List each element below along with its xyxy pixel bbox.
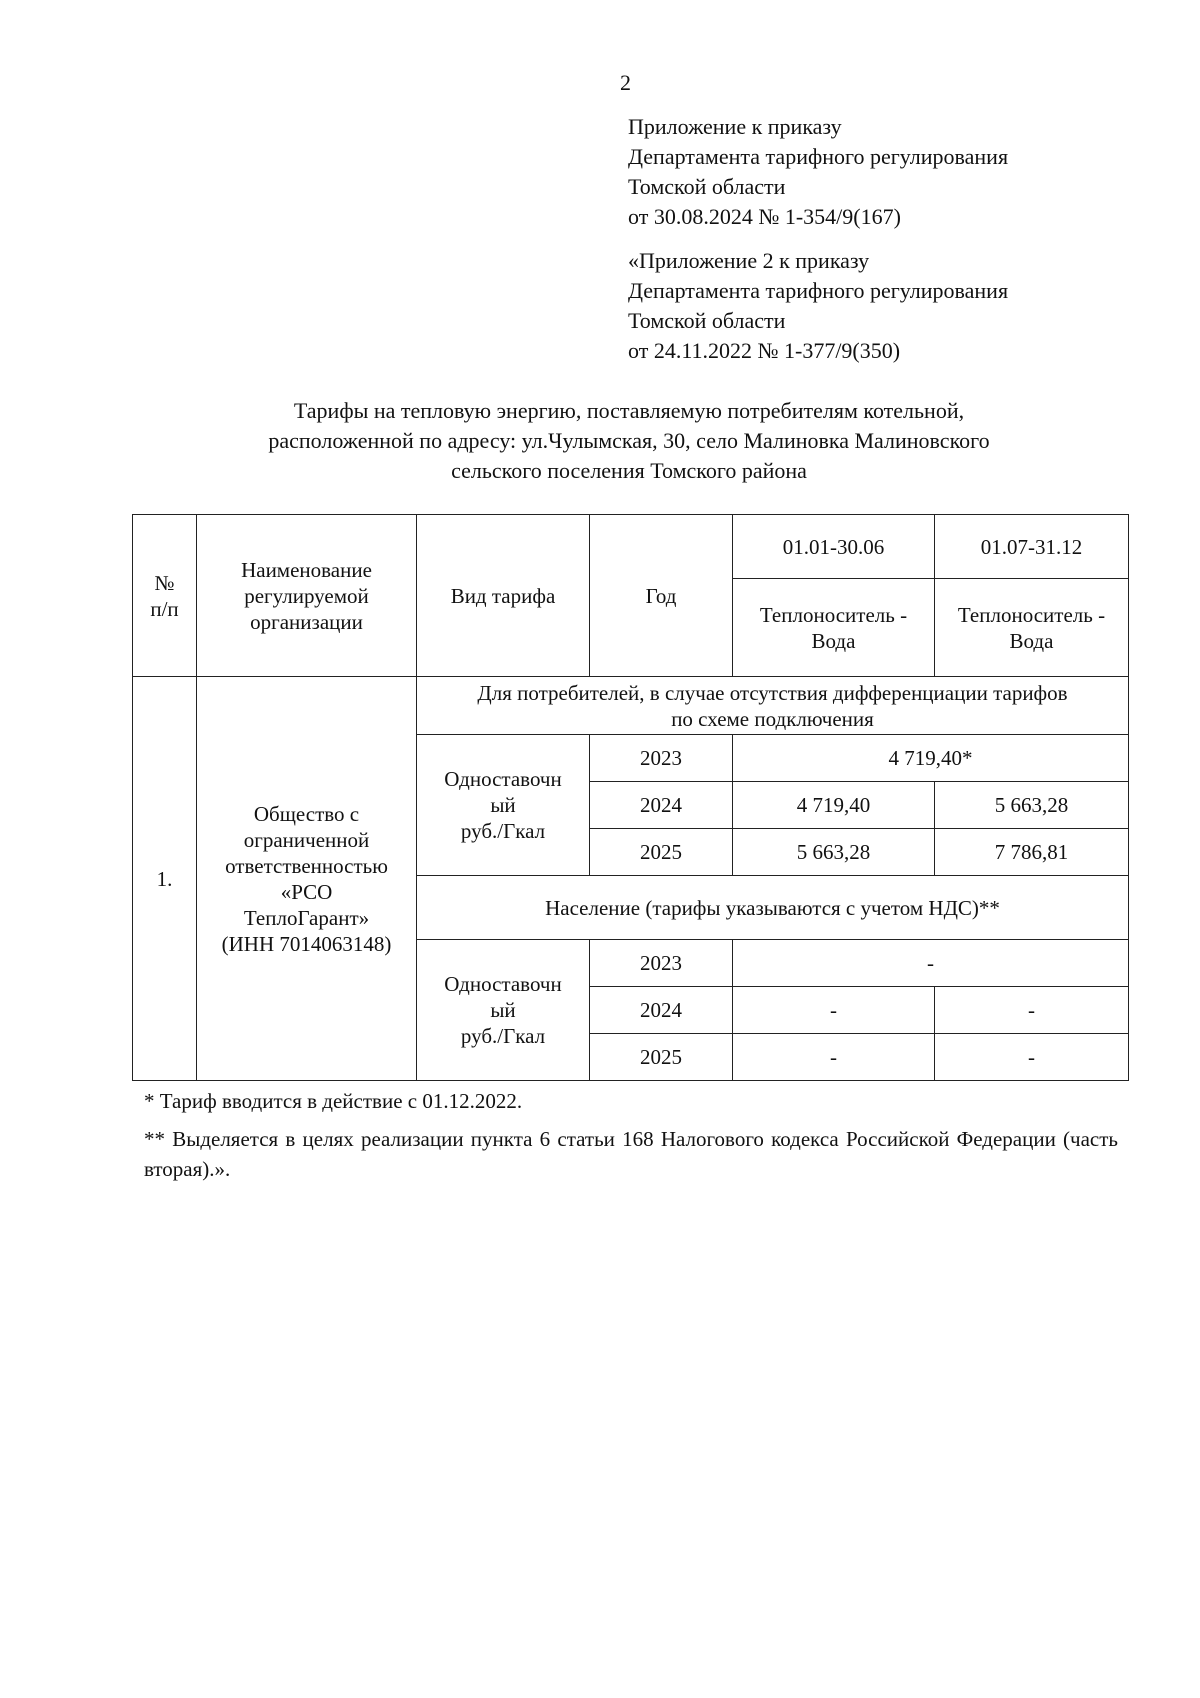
tariff-value-h2: 7 786,81 (935, 829, 1129, 876)
header-organization (197, 515, 417, 677)
org-line: (ИНН 7014063148) (221, 931, 392, 956)
appendix-line: Департамента тарифного регулирования (628, 278, 1009, 303)
tariff-value-merged: 4 719,40* (733, 735, 1129, 782)
year-cell: 2025 (590, 1034, 733, 1081)
org-line: ответственностью (225, 853, 388, 878)
title-line: сельского поселения Томского района (451, 458, 807, 483)
header-num-line: № (154, 570, 175, 595)
tariff-value-h1: - (733, 1034, 935, 1081)
appendix-header-original (628, 246, 1008, 366)
header-org-line: Наименование (241, 557, 372, 582)
org-line: Общество с (253, 801, 360, 826)
appendix-line: от 24.11.2022 № 1-377/9(350) (628, 338, 901, 363)
organization-name (197, 677, 417, 1081)
page-number: 2 (620, 70, 631, 95)
group-label-line: Для потребителей, в случае отсутствия дифференциации тарифов (477, 680, 1068, 705)
group-label-line: по схеме подключения (671, 706, 874, 731)
year-cell: 2023 (590, 735, 733, 782)
header-period-2: 01.07-31.12 (935, 515, 1129, 579)
group-label-row (133, 677, 1129, 735)
org-line: ограниченной (243, 827, 370, 852)
header-carrier-line: Теплоноситель - (759, 602, 908, 627)
title-line: Тарифы на тепловую энергию, поставляемую потребителям котельной, (293, 398, 965, 423)
title-line: расположенной по адресу: ул.Чулымская, 30, село Малиновка Малиновского (268, 428, 990, 453)
footnote-2: ** Выделяется в целях реализации пункта 6 статьи 168 Налогового кодекса Российской Федерации (часть вторая).». (144, 1127, 1118, 1181)
header-org-line: регулируемой (244, 583, 369, 608)
appendix-line: «Приложение 2 к приказу (628, 248, 870, 273)
tariff-type-line: руб./Гкал (460, 819, 546, 843)
tariff-type-line: ый (490, 793, 516, 817)
header-carrier-1 (733, 579, 935, 677)
group-label: Население (тарифы указываются с учетом НДС)** (417, 876, 1129, 940)
document-title (130, 396, 1128, 486)
header-tariff-type: Вид тарифа (417, 515, 590, 677)
year-cell: 2025 (590, 829, 733, 876)
tariff-value-h2: 5 663,28 (935, 782, 1129, 829)
appendix-line: Томской области (628, 174, 786, 199)
group-label (417, 677, 1129, 735)
header-num-line: п/п (150, 596, 179, 621)
header-carrier-line: Вода (1009, 628, 1054, 653)
appendix-line: Приложение к приказу (628, 114, 842, 139)
org-line: «РСО (280, 879, 333, 904)
footnote-1: * Тариф вводится в действие с 01.12.2022. (144, 1089, 523, 1113)
tariff-value-h2: - (935, 987, 1129, 1034)
appendix-line: Томской области (628, 308, 786, 333)
tariff-table (132, 514, 1129, 1081)
tariff-type-line: ый (490, 998, 516, 1022)
appendix-line: Департамента тарифного регулирования (628, 144, 1009, 169)
tariff-type-line: Одноставочн (444, 767, 562, 791)
year-cell: 2023 (590, 940, 733, 987)
org-line: ТеплоГарант» (243, 905, 370, 930)
header-carrier-2 (935, 579, 1129, 677)
year-cell: 2024 (590, 782, 733, 829)
header-year: Год (590, 515, 733, 677)
header-num (133, 515, 197, 677)
tariff-value-merged: - (733, 940, 1129, 987)
tariff-type-line: Одноставочн (444, 972, 562, 996)
appendix-line: от 30.08.2024 № 1-354/9(167) (628, 204, 901, 229)
tariff-type (417, 735, 590, 876)
appendix-header-current (628, 112, 1008, 232)
row-number: 1. (133, 677, 197, 1081)
header-carrier-line: Вода (811, 628, 856, 653)
tariff-value-h2: - (935, 1034, 1129, 1081)
tariff-value-h1: 5 663,28 (733, 829, 935, 876)
header-period-1: 01.01-30.06 (733, 515, 935, 579)
header-row (133, 515, 1129, 579)
tariff-value-h1: 4 719,40 (733, 782, 935, 829)
header-org-line: организации (250, 609, 363, 634)
header-carrier-line: Теплоноситель - (957, 602, 1106, 627)
tariff-type (417, 940, 590, 1081)
tariff-type-line: руб./Гкал (460, 1024, 546, 1048)
tariff-value-h1: - (733, 987, 935, 1034)
year-cell: 2024 (590, 987, 733, 1034)
